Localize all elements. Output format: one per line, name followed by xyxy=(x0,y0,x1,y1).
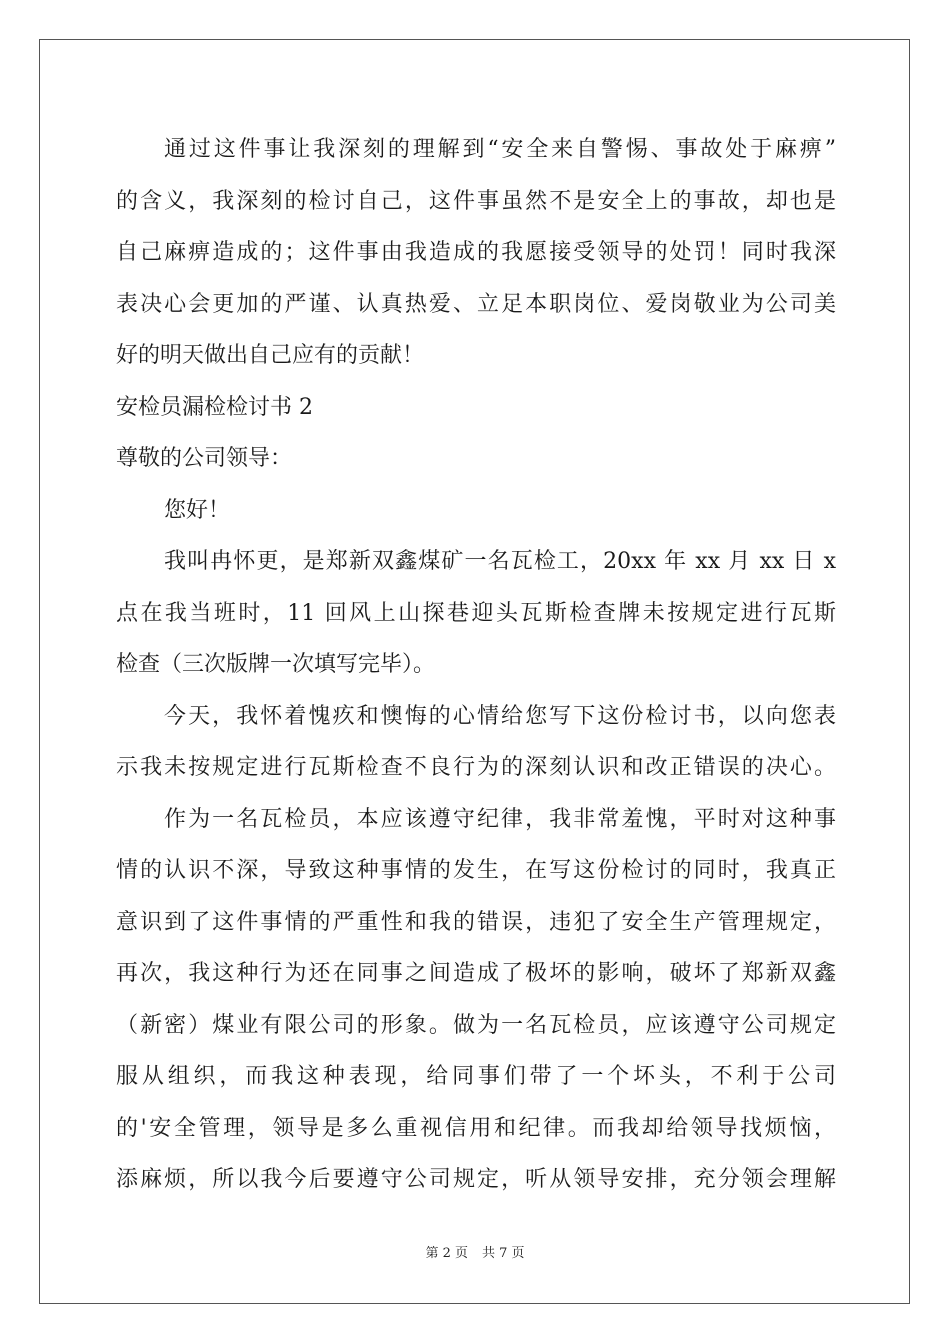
page-total: 共 7 页 xyxy=(482,1246,525,1261)
paragraph-introduction xyxy=(116,536,836,691)
text-line: 检查（三次版牌一次填写完毕）。 xyxy=(116,652,436,677)
text-line: 的'安全管理，领导是多么重视信用和纪律。而我却给领导找烦恼， xyxy=(116,1115,836,1141)
greeting xyxy=(116,485,836,537)
paragraph-conclusion xyxy=(116,124,836,382)
text-line: 今天，我怀着愧疚和懊悔的心情给您写下这份检讨书，以向您表 xyxy=(164,703,836,729)
page-number: 第 2 页 xyxy=(425,1246,468,1261)
text-line: 服从组织，而我这种表现，给同事们带了一个坏头，不利于公司 xyxy=(116,1064,836,1089)
text-line: 尊敬的公司领导： xyxy=(116,446,293,471)
page-footer xyxy=(0,1245,950,1263)
text-line: 安检员漏检检讨书 2 xyxy=(116,394,313,420)
text-line: 示我未按规定进行瓦斯检查不良行为的深刻认识和改正错误的决心。 xyxy=(116,755,836,780)
text-line: 情的认识不深，导致这种事情的发生，在写这份检讨的同时，我真正 xyxy=(116,858,836,883)
text-line: 自己麻痹造成的；这件事由我造成的我愿接受领导的处罚！同时我深 xyxy=(116,240,836,265)
text-line: 再次，我这种行为还在同事之间造成了极坏的影响，破坏了郑新双鑫 xyxy=(116,961,836,986)
text-line: 表决心会更加的严谨、认真热爱、立足本职岗位、爱岗敬业为公司美 xyxy=(116,291,836,317)
paragraph-reflection xyxy=(116,794,836,1206)
paragraph-purpose xyxy=(116,691,836,794)
text-line: 作为一名瓦检员，本应该遵守纪律，我非常羞愧，平时对这种事 xyxy=(164,806,836,832)
section-title xyxy=(116,382,836,434)
salutation xyxy=(116,433,836,485)
text-line: （新密）煤业有限公司的形象。做为一名瓦检员，应该遵守公司规定 xyxy=(116,1012,836,1038)
text-line: 添麻烦，所以我今后要遵守公司规定，听从领导安排，充分领会理解 xyxy=(116,1167,836,1192)
text-line: 好的明天做出自己应有的贡献！ xyxy=(116,343,425,368)
document-body xyxy=(116,124,836,1206)
text-line: 点在我当班时，11 回风上山探巷迎头瓦斯检查牌未按规定进行瓦斯 xyxy=(116,600,836,626)
text-line: 的含义，我深刻的检讨自己，这件事虽然不是安全上的事故，却也是 xyxy=(116,188,836,214)
text-line: 通过这件事让我深刻的理解到“安全来自警惕、事故处于麻痹” xyxy=(164,137,836,162)
text-line: 我叫冉怀更，是郑新双鑫煤矿一名瓦检工，20xx 年 xx 月 xx 日 x xyxy=(164,549,836,574)
text-line: 意识到了这件事情的严重性和我的错误，违犯了安全生产管理规定， xyxy=(116,909,836,935)
text-line: 您好！ xyxy=(164,497,231,523)
